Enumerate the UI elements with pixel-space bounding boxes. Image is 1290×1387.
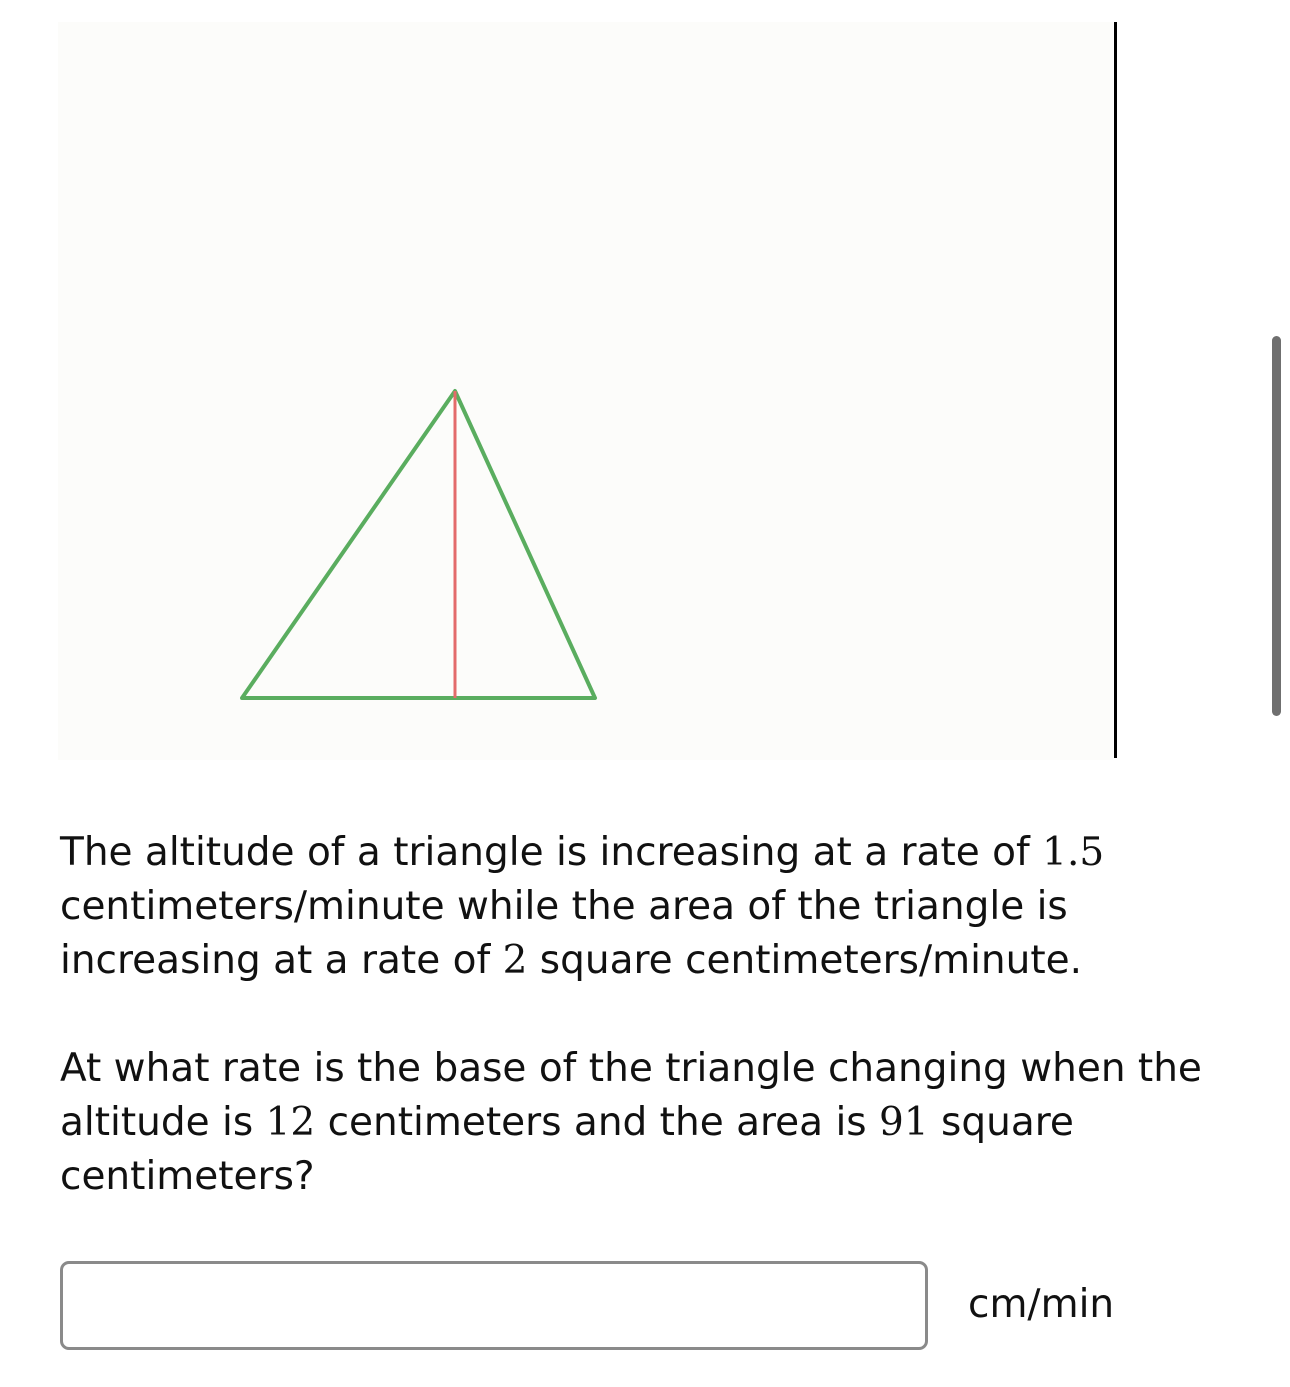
triangle-outline (242, 391, 595, 698)
question-text: square centimeters/minute. (527, 938, 1083, 983)
altitude-rate-value: 1.5 (1042, 830, 1105, 875)
panel-divider (1114, 22, 1117, 758)
question-text: At what rate is the base of the triangle changing when the altitude is (60, 1046, 1202, 1145)
question-text: centimeters and the area is (315, 1100, 880, 1145)
question-text: The altitude of a triangle is increasing at a rate of (60, 830, 1043, 875)
scrollbar-thumb[interactable] (1272, 336, 1281, 716)
area-value: 91 (879, 1100, 929, 1145)
triangle-figure (58, 22, 1113, 760)
altitude-value: 12 (265, 1100, 316, 1145)
answer-input[interactable] (60, 1261, 928, 1350)
question-text: square centimeters? (60, 1100, 1074, 1199)
question-text: centimeters/minute while the area of the triangle is increasing at a rate of (60, 884, 1068, 983)
question-paragraph-1 (60, 826, 1230, 988)
question-paragraph-2 (60, 1042, 1230, 1204)
area-rate-value: 2 (502, 938, 528, 983)
triangle-diagram (58, 22, 1113, 760)
unit-label: cm/min (968, 1282, 1115, 1327)
